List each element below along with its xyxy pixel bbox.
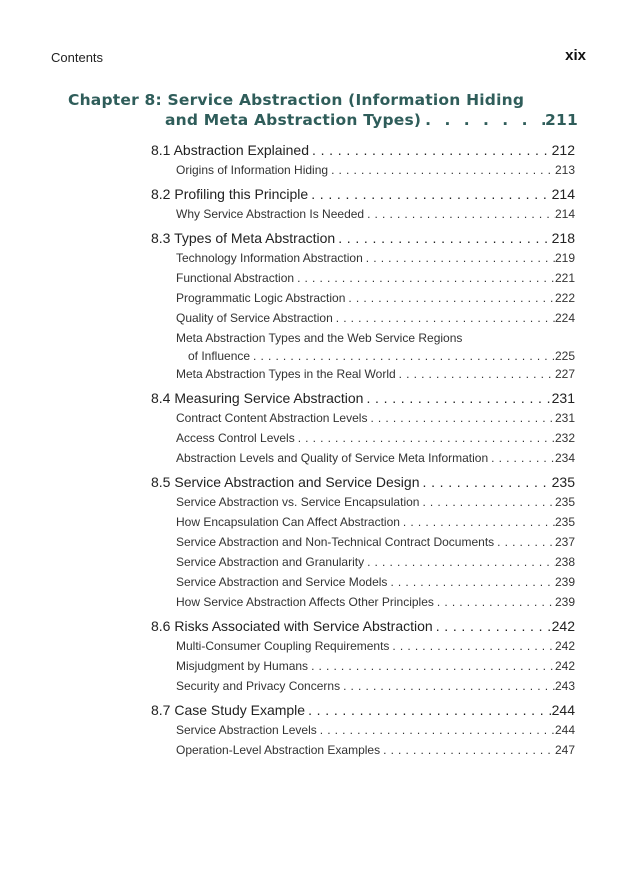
leader-dots: [328, 160, 555, 180]
leader-dots: [387, 572, 555, 592]
toc-section[interactable]: [151, 184, 575, 204]
toc-section-page: 231: [551, 390, 575, 406]
toc-subsection-page: 243: [554, 679, 575, 693]
leader-dots: [396, 364, 555, 384]
leader-dots: [367, 408, 555, 428]
toc-subsection[interactable]: [176, 592, 575, 612]
toc-subsection-title: Service Abstraction vs. Service Encapsulation: [176, 495, 420, 509]
toc-section-title: 8.7 Case Study Example: [151, 702, 306, 718]
toc-subsection[interactable]: [176, 532, 575, 552]
leader-dots: [364, 204, 555, 224]
toc-subsection[interactable]: [176, 552, 575, 572]
toc-subsection[interactable]: [176, 328, 575, 364]
toc-subsection-title: Technology Information Abstraction: [176, 251, 363, 265]
leader-dots: [400, 512, 555, 532]
toc-subsection-title: How Encapsulation Can Affect Abstraction: [176, 515, 400, 529]
toc-subsection-page: 239: [554, 595, 575, 609]
chapter-title-line2-text: and Meta Abstraction Types): [165, 111, 422, 129]
toc-subsection[interactable]: [176, 492, 575, 512]
toc-subsection[interactable]: [176, 308, 575, 328]
leader-dots: [419, 472, 551, 492]
toc-section-page: 212: [551, 142, 575, 158]
toc-subsection-title: Service Abstraction and Service Models: [176, 575, 388, 589]
toc-subsection[interactable]: [176, 364, 575, 384]
toc-section-title: 8.4 Measuring Service Abstraction: [151, 390, 364, 406]
toc-subsection-page: 247: [554, 743, 575, 757]
leader-dots: [363, 388, 551, 408]
toc-subsection-page: 219: [554, 251, 575, 265]
table-of-contents: [151, 140, 575, 760]
toc-subsection-title: Meta Abstraction Types in the Real World: [176, 367, 396, 381]
toc-subsection-page: 222: [554, 291, 575, 305]
page-number: xix: [565, 47, 586, 64]
toc-subsection-page: 234: [554, 451, 575, 465]
toc-subsection-cont-title: of Influence: [188, 349, 251, 363]
toc-section[interactable]: [151, 388, 575, 408]
leader-dots: [363, 248, 555, 268]
toc-section[interactable]: [151, 228, 575, 248]
toc-section[interactable]: [151, 140, 575, 160]
toc-subsection-page: 221: [554, 271, 575, 285]
toc-section-page: 235: [551, 474, 575, 490]
leader-dots: [380, 740, 555, 760]
toc-subsection-page: 235: [554, 495, 575, 509]
toc-subsection-title: How Service Abstraction Affects Other Principles: [176, 595, 434, 609]
toc-subsection[interactable]: [176, 572, 575, 592]
leader-dots: [494, 532, 555, 552]
toc-subsection-page: 237: [554, 535, 575, 549]
leader-dots: [308, 656, 555, 676]
toc-section-title: 8.2 Profiling this Principle: [151, 186, 309, 202]
toc-subsection[interactable]: [176, 740, 575, 760]
toc-section[interactable]: [151, 472, 575, 492]
toc-subsection[interactable]: [176, 656, 575, 676]
toc-subsection-title: Misjudgment by Humans: [176, 659, 309, 673]
toc-subsection[interactable]: [176, 268, 575, 288]
toc-section-page: 218: [551, 230, 575, 246]
leader-dots: [340, 676, 555, 696]
toc-subsection-page: 213: [554, 163, 575, 177]
leader-dots: [433, 616, 552, 636]
chapter-title-line2: [165, 110, 578, 130]
toc-subsection-page: 242: [554, 639, 575, 653]
leader-dots: [488, 448, 555, 468]
chapter-title-line1: Chapter 8: Service Abstraction (Information Hiding: [68, 91, 525, 109]
toc-section-page: 214: [551, 186, 575, 202]
toc-subsection-page: 224: [554, 311, 575, 325]
toc-subsection-title: Programmatic Logic Abstraction: [176, 291, 346, 305]
toc-subsection-title: Multi-Consumer Coupling Requirements: [176, 639, 390, 653]
toc-subsection[interactable]: [176, 512, 575, 532]
toc-subsection-page: 231: [554, 411, 575, 425]
toc-subsection[interactable]: [176, 676, 575, 696]
leader-dots: [294, 268, 555, 288]
toc-section-title: 8.6 Risks Associated with Service Abstraction: [151, 618, 433, 634]
toc-subsection[interactable]: [176, 636, 575, 656]
toc-subsection-page: 238: [554, 555, 575, 569]
toc-subsection-cont[interactable]: [188, 348, 575, 364]
toc-subsection-title: Functional Abstraction: [176, 271, 295, 285]
toc-section[interactable]: [151, 700, 575, 720]
leader-dots: [335, 228, 551, 248]
toc-subsection-page: 235: [554, 515, 575, 529]
toc-subsection[interactable]: [176, 248, 575, 268]
toc-subsection-title: Operation-Level Abstraction Examples: [176, 743, 381, 757]
leader-dots: [434, 592, 555, 612]
leader-dots: [345, 288, 555, 308]
toc-section-title: 8.3 Types of Meta Abstraction: [151, 230, 336, 246]
toc-subsection-title: Service Abstraction Levels: [176, 723, 317, 737]
leader-dots: [295, 428, 555, 448]
toc-subsection[interactable]: [176, 160, 575, 180]
toc-subsection[interactable]: [176, 428, 575, 448]
toc-subsection-title: Quality of Service Abstraction: [176, 311, 333, 325]
leader-dots: [421, 110, 545, 130]
toc-subsection-page: 214: [554, 207, 575, 221]
leader-dots: [309, 140, 552, 160]
toc-section-page: 244: [551, 702, 575, 718]
chapter-heading: [68, 90, 578, 130]
toc-subsection-title: Access Control Levels: [176, 431, 295, 445]
leader-dots: [364, 552, 555, 572]
toc-subsection[interactable]: [176, 288, 575, 308]
toc-subsection-title: Why Service Abstraction Is Needed: [176, 207, 365, 221]
toc-subsection-title: Abstraction Levels and Quality of Service Meta Information: [176, 451, 489, 465]
toc-subsection-title: Security and Privacy Concerns: [176, 679, 341, 693]
toc-subsection-title: Meta Abstraction Types and the Web Service Regions: [176, 331, 463, 345]
leader-dots: [333, 308, 555, 328]
leader-dots: [305, 700, 552, 720]
toc-subsection-cont-page: 225: [554, 349, 575, 363]
toc-section[interactable]: [151, 616, 575, 636]
toc-subsection-page: 227: [554, 367, 575, 381]
leader-dots: [419, 492, 555, 512]
toc-subsection-title: Origins of Information Hiding: [176, 163, 329, 177]
toc-subsection[interactable]: [176, 204, 575, 224]
toc-subsection[interactable]: [176, 448, 575, 468]
toc-subsection[interactable]: [176, 408, 575, 428]
leader-dots: [317, 720, 555, 740]
toc-subsection-page: 242: [554, 659, 575, 673]
toc-subsection-page: 244: [554, 723, 575, 737]
leader-dots: [308, 184, 551, 204]
leader-dots: [389, 636, 555, 656]
toc-section-page: 242: [551, 618, 575, 634]
toc-subsection[interactable]: [176, 720, 575, 740]
toc-subsection-page: 232: [554, 431, 575, 445]
toc-section-title: 8.1 Abstraction Explained: [151, 142, 309, 158]
leader-dots: [250, 348, 555, 364]
chapter-page: 211: [545, 111, 578, 129]
toc-subsection-title: Service Abstraction and Granularity: [176, 555, 365, 569]
toc-subsection-page: 239: [554, 575, 575, 589]
toc-section-title: 8.5 Service Abstraction and Service Design: [151, 474, 420, 490]
running-header-label: Contents: [51, 50, 104, 65]
toc-subsection-title: Contract Content Abstraction Levels: [176, 411, 368, 425]
toc-subsection-title: Service Abstraction and Non-Technical Contract Documents: [176, 535, 495, 549]
